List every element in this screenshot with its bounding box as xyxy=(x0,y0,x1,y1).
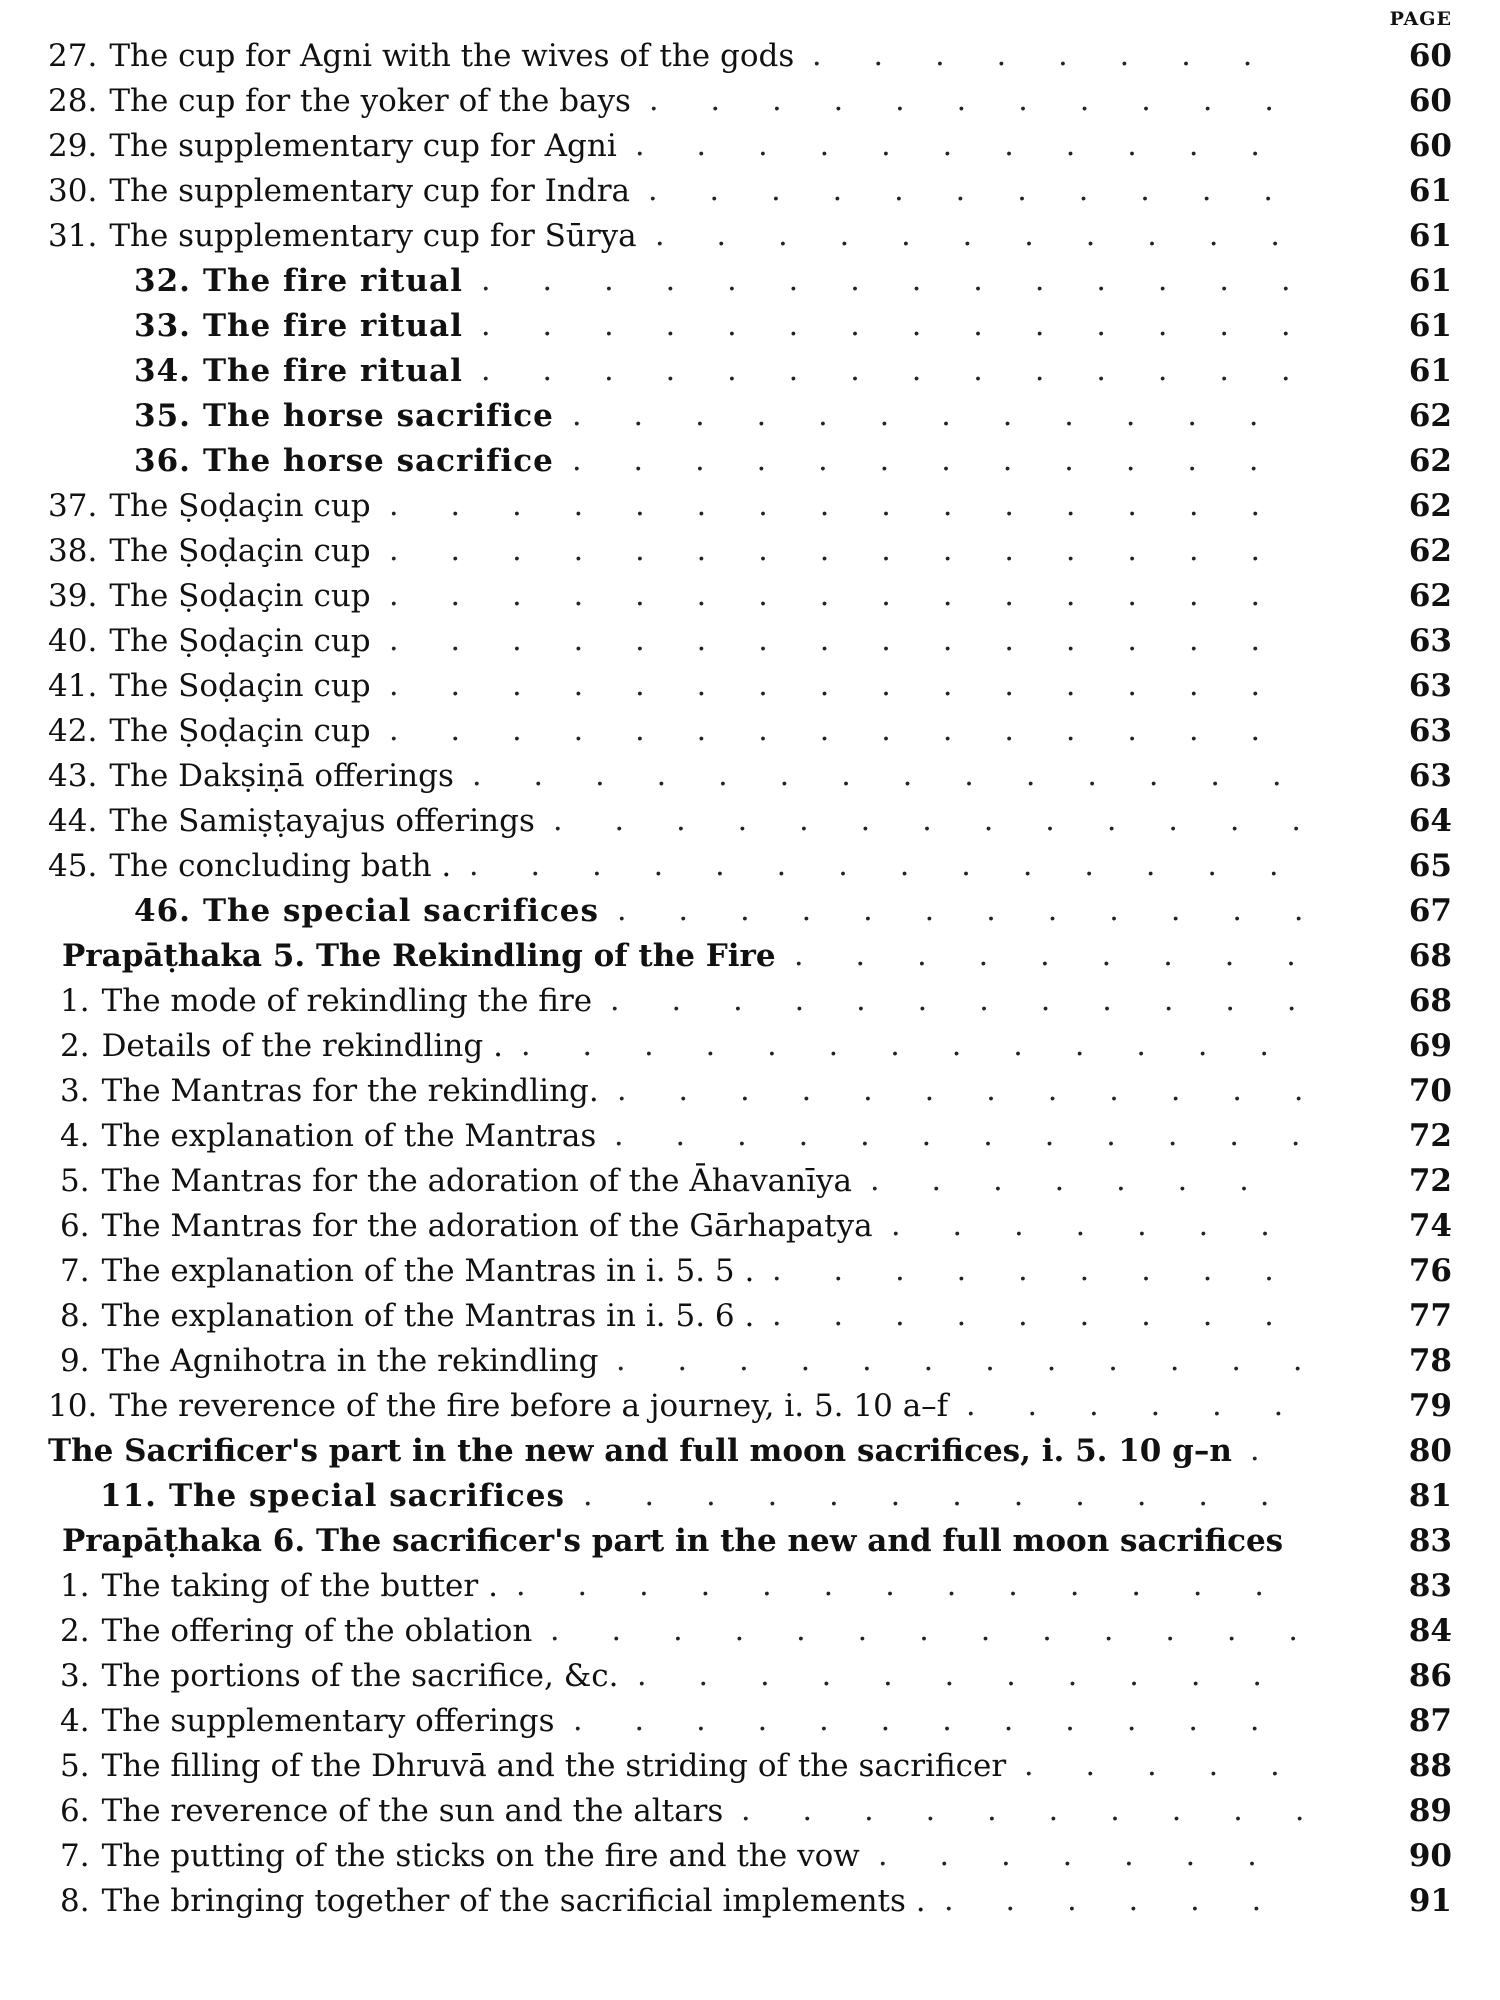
entry-number: 35. xyxy=(134,398,191,434)
page-number: 60 xyxy=(1408,38,1452,74)
page-number: 78 xyxy=(1408,1343,1452,1379)
toc-entry xyxy=(48,529,371,573)
entry-title: The concluding bath . xyxy=(109,848,452,884)
leader-dots: ............ xyxy=(617,1073,1356,1108)
page-column-label: PAGE xyxy=(1389,8,1452,30)
toc-entry xyxy=(60,1834,860,1878)
entry-number: 1. xyxy=(60,983,90,1019)
entry-title: The cup for Agni with the wives of the gods xyxy=(109,38,795,74)
toc-entry xyxy=(60,1744,1006,1788)
entry-title: The portions of the sacrifice, &c. xyxy=(101,1658,619,1694)
entry-title: Prapāṭhaka 5. The Rekindling of the Fire xyxy=(62,938,776,974)
entry-number: 1. xyxy=(60,1568,90,1604)
leader-dots: ............ xyxy=(573,1703,1312,1738)
toc-entry xyxy=(134,889,599,933)
toc-entry xyxy=(60,979,592,1023)
entry-title: The Dakṣiṇā offerings xyxy=(109,758,454,794)
entry-number: 5. xyxy=(60,1163,90,1199)
toc-entry xyxy=(48,799,535,843)
entry-number: 30. xyxy=(48,173,98,209)
toc-entry xyxy=(134,349,463,393)
entry-title: The fire ritual xyxy=(202,308,463,344)
toc-row xyxy=(0,889,1500,933)
entry-number: 40. xyxy=(48,623,98,659)
toc-row xyxy=(0,1339,1500,1383)
toc-entry xyxy=(48,754,454,798)
entry-title: The bringing together of the sacrificial implements . xyxy=(101,1883,926,1919)
page-number: 63 xyxy=(1408,668,1452,704)
entry-title: Details of the rekindling . xyxy=(101,1028,503,1064)
entry-title: The fire ritual xyxy=(202,263,463,299)
page-number: 69 xyxy=(1408,1028,1452,1064)
toc-entry xyxy=(60,1294,754,1338)
toc-row xyxy=(0,1159,1500,1203)
entry-number: 43. xyxy=(48,758,98,794)
toc-row xyxy=(0,799,1500,843)
entry-number: 42. xyxy=(48,713,98,749)
page-number: 88 xyxy=(1408,1748,1452,1784)
toc-row xyxy=(0,304,1500,348)
toc-row xyxy=(0,709,1500,753)
page-number: 62 xyxy=(1408,443,1452,479)
toc-row xyxy=(0,1879,1500,1923)
entry-title: The mode of rekindling the fire xyxy=(101,983,593,1019)
page-number: 90 xyxy=(1408,1838,1452,1874)
toc-entry xyxy=(134,439,554,483)
leader-dots: . xyxy=(1250,1433,1312,1468)
toc-entry xyxy=(48,619,371,663)
entry-title: The Ṣoḍaçin cup xyxy=(109,488,371,524)
page-number: 61 xyxy=(1408,218,1452,254)
toc-entry xyxy=(60,1249,754,1293)
page-number: 86 xyxy=(1408,1658,1452,1694)
toc-entry xyxy=(48,169,630,213)
toc-row xyxy=(0,1834,1500,1878)
toc-row xyxy=(0,1654,1500,1698)
leader-dots: ............ xyxy=(572,443,1311,478)
leader-dots: ............. xyxy=(521,1028,1321,1063)
entry-number: 7. xyxy=(60,1253,90,1289)
entry-number: 32. xyxy=(134,263,191,299)
leader-dots: ........... xyxy=(635,128,1312,163)
leader-dots: ............ xyxy=(616,1343,1355,1378)
entry-number: 41. xyxy=(48,668,98,704)
entry-title: The explanation of the Mantras in i. 5. 5 . xyxy=(101,1253,755,1289)
entry-number: 9. xyxy=(60,1343,90,1379)
toc-entry xyxy=(60,1204,873,1248)
leader-dots: ............... xyxy=(389,488,1313,523)
toc-entry xyxy=(48,1429,1232,1473)
leader-dots: ............... xyxy=(389,578,1313,613)
entry-title: The supplementary offerings xyxy=(101,1703,555,1739)
toc-row xyxy=(0,1249,1500,1293)
entry-number: 6. xyxy=(60,1793,90,1829)
page-number: 61 xyxy=(1408,173,1452,209)
toc-row xyxy=(0,439,1500,483)
entry-title: The Agnihotra in the rekindling xyxy=(101,1343,599,1379)
entry-number: 37. xyxy=(48,488,98,524)
page-number: 62 xyxy=(1408,398,1452,434)
toc-entry xyxy=(62,1519,1283,1563)
toc-row xyxy=(0,1204,1500,1248)
leader-dots: ........... xyxy=(648,173,1325,208)
toc-entry xyxy=(60,1879,926,1923)
entry-title: The special sacrifices xyxy=(202,893,599,929)
page-number: 62 xyxy=(1408,578,1452,614)
entry-title: The supplementary cup for Agni xyxy=(109,128,617,164)
page-number: 70 xyxy=(1408,1073,1452,1109)
entry-title: The Mantras for the adoration of the Āhavanīya xyxy=(101,1163,853,1199)
entry-title: The cup for the yoker of the bays xyxy=(109,83,631,119)
toc-row xyxy=(0,574,1500,618)
entry-title: The putting of the sticks on the fire and the vow xyxy=(101,1838,860,1874)
leader-dots: ..... xyxy=(1024,1748,1332,1783)
entry-title: The explanation of the Mantras in i. 5. 6 . xyxy=(101,1298,755,1334)
page-number: 72 xyxy=(1408,1163,1452,1199)
page-number: 63 xyxy=(1408,623,1452,659)
toc-row xyxy=(0,1519,1500,1563)
leader-dots: .............. xyxy=(469,848,1331,883)
page-number: 68 xyxy=(1408,938,1452,974)
entry-number: 7. xyxy=(60,1838,90,1874)
leader-dots: ......... xyxy=(794,938,1348,973)
toc-entry xyxy=(60,1789,723,1833)
toc-row xyxy=(0,484,1500,528)
toc-entry xyxy=(48,844,451,888)
entry-title: The special sacrifices xyxy=(168,1478,565,1514)
leader-dots: .............. xyxy=(481,353,1343,388)
leader-dots: ............... xyxy=(389,623,1313,658)
toc-row xyxy=(0,979,1500,1023)
entry-number: 8. xyxy=(60,1883,90,1919)
entry-title: The Mantras for the rekindling. xyxy=(101,1073,599,1109)
entry-title: The supplementary cup for Indra xyxy=(109,173,631,209)
page-number: 87 xyxy=(1408,1703,1452,1739)
leader-dots: ...... xyxy=(944,1883,1314,1918)
page-number: 60 xyxy=(1408,128,1452,164)
entry-number: 10. xyxy=(48,1388,98,1424)
page-number: 81 xyxy=(1408,1478,1452,1514)
entry-number: 39. xyxy=(48,578,98,614)
entry-number: 33. xyxy=(134,308,191,344)
toc-entry xyxy=(60,1159,852,1203)
toc-entry xyxy=(48,709,371,753)
entry-number: 11. xyxy=(100,1478,157,1514)
entry-number: 5. xyxy=(60,1748,90,1784)
page-number: 76 xyxy=(1408,1253,1452,1289)
toc-entry xyxy=(60,1069,599,1113)
toc-entry xyxy=(60,1024,503,1068)
toc-row xyxy=(0,1069,1500,1113)
entry-title: The horse sacrifice xyxy=(202,398,554,434)
toc-entry xyxy=(134,394,554,438)
toc-row xyxy=(0,34,1500,78)
entry-title: The supplementary cup for Sūrya xyxy=(109,218,637,254)
toc-row xyxy=(0,1564,1500,1608)
entry-number: 28. xyxy=(48,83,98,119)
entry-title: The horse sacrifice xyxy=(202,443,554,479)
entry-title: The offering of the oblation xyxy=(101,1613,533,1649)
toc-entry xyxy=(48,664,371,708)
toc-entry xyxy=(134,259,463,303)
page-number: 65 xyxy=(1408,848,1452,884)
entry-title: The reverence of the fire before a journey, i. 5. 10 a–f xyxy=(109,1388,949,1424)
toc-entry xyxy=(60,1609,532,1653)
page-number: 84 xyxy=(1408,1613,1452,1649)
page-number: 68 xyxy=(1408,983,1452,1019)
entry-title: The Samiṣṭayajus offerings xyxy=(109,803,535,839)
entry-title: The Mantras for the adoration of the Gārhapatya xyxy=(101,1208,873,1244)
entry-number: 8. xyxy=(60,1298,90,1334)
leader-dots: ............ xyxy=(610,983,1349,1018)
entry-title: Prapāṭhaka 6. The sacrificer's part in the new and full moon sacrifices xyxy=(62,1523,1284,1559)
entry-number: 27. xyxy=(48,38,98,74)
toc-entry xyxy=(60,1114,596,1158)
entry-number: 46. xyxy=(134,893,191,929)
toc-row xyxy=(0,1609,1500,1653)
leader-dots: ............. xyxy=(553,803,1353,838)
toc-row xyxy=(0,1789,1500,1833)
toc-row xyxy=(0,259,1500,303)
leader-dots: .............. xyxy=(481,308,1343,343)
leader-dots: .......... xyxy=(741,1793,1357,1828)
entry-number: 6. xyxy=(60,1208,90,1244)
toc-row xyxy=(0,1114,1500,1158)
leader-dots: ............. xyxy=(550,1613,1350,1648)
leader-dots: ........... xyxy=(655,218,1332,253)
entry-title: The fire ritual xyxy=(202,353,463,389)
toc-entry xyxy=(60,1339,598,1383)
page-number: 79 xyxy=(1408,1388,1452,1424)
toc-entry xyxy=(60,1699,555,1743)
leader-dots: ......... xyxy=(772,1298,1326,1333)
leader-dots: ....... xyxy=(891,1208,1322,1243)
page-number: 77 xyxy=(1408,1298,1452,1334)
page-number: 74 xyxy=(1408,1208,1452,1244)
page-number: 80 xyxy=(1408,1433,1452,1469)
toc-row xyxy=(0,1429,1500,1473)
entry-number: 31. xyxy=(48,218,98,254)
leader-dots: ............ xyxy=(614,1118,1353,1153)
toc-row xyxy=(0,1294,1500,1338)
leader-dots: ........... xyxy=(637,1658,1314,1693)
entry-number: 36. xyxy=(134,443,191,479)
toc-entry xyxy=(48,484,371,528)
entry-number: 44. xyxy=(48,803,98,839)
leader-dots: .............. xyxy=(481,263,1343,298)
toc-entry xyxy=(48,34,794,78)
toc-row xyxy=(0,1744,1500,1788)
entry-number: 2. xyxy=(60,1613,90,1649)
page-number: 91 xyxy=(1408,1883,1452,1919)
entry-title: The Ṣoḍaçin cup xyxy=(109,578,371,614)
leader-dots: ......... xyxy=(772,1253,1326,1288)
page-number: 64 xyxy=(1408,803,1452,839)
toc-row xyxy=(0,1024,1500,1068)
page-number: 62 xyxy=(1408,488,1452,524)
page-number: 72 xyxy=(1408,1118,1452,1154)
page-number: 83 xyxy=(1408,1568,1452,1604)
leader-dots: ............ xyxy=(583,1478,1322,1513)
toc-row xyxy=(0,1474,1500,1518)
toc-entry xyxy=(60,1654,619,1698)
leader-dots: ...... xyxy=(966,1388,1336,1423)
toc-entry xyxy=(62,934,776,978)
entry-title: The taking of the butter . xyxy=(101,1568,498,1604)
page-number: 62 xyxy=(1408,533,1452,569)
toc-row xyxy=(0,169,1500,213)
toc-row xyxy=(0,79,1500,123)
toc-row xyxy=(0,754,1500,798)
toc-entry xyxy=(60,1564,498,1608)
toc-entry xyxy=(48,124,617,168)
toc-row xyxy=(0,349,1500,393)
leader-dots: ....... xyxy=(878,1838,1309,1873)
toc-row xyxy=(0,394,1500,438)
page-number: 63 xyxy=(1408,713,1452,749)
entry-title: The Soḍaçin cup xyxy=(109,668,371,704)
page-number: 89 xyxy=(1408,1793,1452,1829)
leader-dots: ............ xyxy=(617,893,1356,928)
entry-title: The Ṣoḍaçin cup xyxy=(109,713,371,749)
entry-number: 3. xyxy=(60,1073,90,1109)
entry-number: 29. xyxy=(48,128,98,164)
leader-dots: ....... xyxy=(870,1163,1301,1198)
leader-dots: ............... xyxy=(389,713,1313,748)
leader-dots: ........ xyxy=(812,38,1305,73)
toc-row xyxy=(0,214,1500,258)
entry-title: The Sacrificer's part in the new and full moon sacrifices, i. 5. 10 g–n xyxy=(48,1433,1232,1469)
entry-number: 4. xyxy=(60,1703,90,1739)
entry-title: The filling of the Dhruvā and the striding of the sacrificer xyxy=(101,1748,1007,1784)
page-number: 83 xyxy=(1408,1523,1452,1559)
page-number: 61 xyxy=(1408,263,1452,299)
entry-number: 34. xyxy=(134,353,191,389)
leader-dots: .............. xyxy=(472,758,1334,793)
toc-row xyxy=(0,529,1500,573)
toc-entry xyxy=(48,1384,948,1428)
toc-entry xyxy=(48,574,371,618)
page-number: 61 xyxy=(1408,308,1452,344)
entry-number: 45. xyxy=(48,848,98,884)
page-number: 60 xyxy=(1408,83,1452,119)
entry-number: 4. xyxy=(60,1118,90,1154)
entry-number: 38. xyxy=(48,533,98,569)
toc-entry xyxy=(48,79,631,123)
toc-entry xyxy=(134,304,463,348)
leader-dots xyxy=(1301,1519,1362,1563)
toc-entry xyxy=(48,214,637,258)
leader-dots: ............ xyxy=(572,398,1311,433)
entry-title: The explanation of the Mantras xyxy=(101,1118,597,1154)
toc-row xyxy=(0,619,1500,663)
entry-number: 2. xyxy=(60,1028,90,1064)
toc-row xyxy=(0,124,1500,168)
page-number: 67 xyxy=(1408,893,1452,929)
entry-title: The Ṣoḍaçin cup xyxy=(109,533,371,569)
toc-row xyxy=(0,934,1500,978)
toc-entry xyxy=(100,1474,565,1518)
entry-title: The reverence of the sun and the altars xyxy=(101,1793,724,1829)
entry-number: 3. xyxy=(60,1658,90,1694)
toc-row xyxy=(0,1384,1500,1428)
toc-row xyxy=(0,844,1500,888)
page-number: 61 xyxy=(1408,353,1452,389)
toc-row xyxy=(0,1699,1500,1743)
page-number: 63 xyxy=(1408,758,1452,794)
toc-row xyxy=(0,664,1500,708)
leader-dots: ............. xyxy=(516,1568,1316,1603)
leader-dots: ........... xyxy=(649,83,1326,118)
leader-dots: ............... xyxy=(389,533,1313,568)
entry-title: The Ṣoḍaçin cup xyxy=(109,623,371,659)
leader-dots: ............... xyxy=(389,668,1313,703)
